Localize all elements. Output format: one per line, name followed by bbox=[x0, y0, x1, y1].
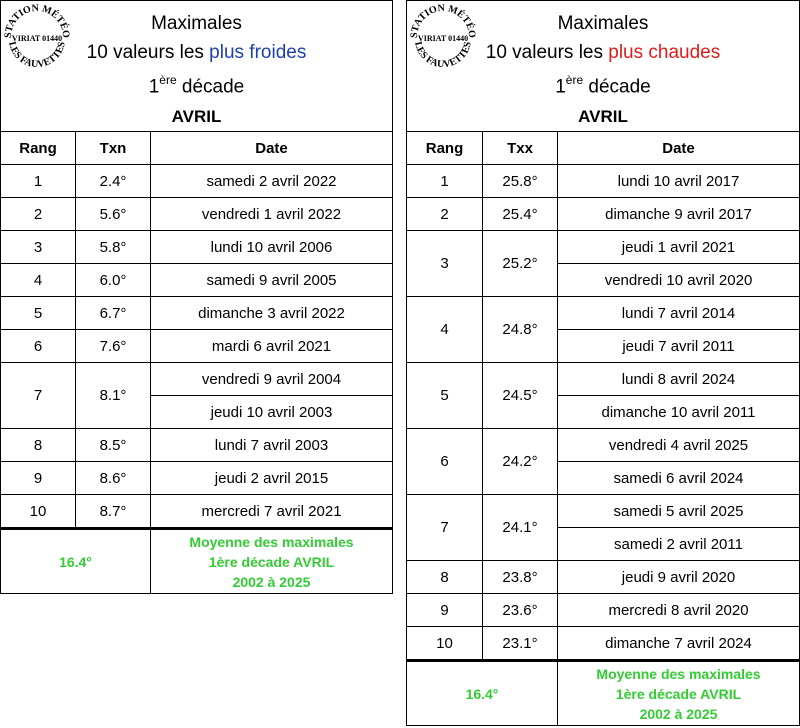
date-cell: lundi 7 avril 2003 bbox=[151, 429, 393, 462]
date-cell: lundi 10 avril 2017 bbox=[558, 165, 800, 198]
hot-decade-suffix: décade bbox=[583, 76, 651, 98]
cold-average-row bbox=[1, 529, 393, 594]
table-row bbox=[407, 165, 800, 198]
hot-title-highlight: plus chaudes bbox=[608, 42, 721, 63]
date-cell: dimanche 10 avril 2011 bbox=[558, 396, 800, 429]
hot-title-line1: Maximales bbox=[557, 13, 649, 34]
cold-title-line2 bbox=[1, 38, 392, 67]
temperature-cell: 2.4° bbox=[76, 165, 151, 198]
date-cell: samedi 6 avril 2024 bbox=[558, 462, 800, 495]
temperature-cell: 23.8° bbox=[483, 561, 558, 594]
hot-average-label bbox=[558, 661, 800, 726]
table-row bbox=[1, 231, 393, 264]
cold-decade-sup: ère bbox=[159, 73, 177, 87]
date-cell: samedi 9 avril 2005 bbox=[151, 264, 393, 297]
date-cell: vendredi 9 avril 2004 bbox=[151, 363, 393, 396]
svg-text:LES FAUVETTES: LES FAUVETTES bbox=[6, 40, 68, 69]
rank-cell: 4 bbox=[407, 297, 483, 363]
temperature-cell: 24.2° bbox=[483, 429, 558, 495]
rank-cell: 10 bbox=[407, 627, 483, 661]
table-row bbox=[407, 594, 800, 627]
table-row bbox=[407, 198, 800, 231]
hot-average-row bbox=[407, 661, 800, 726]
header-txn: Txn bbox=[76, 132, 151, 165]
table-row bbox=[407, 495, 800, 528]
hot-records-panel bbox=[406, 0, 800, 726]
hot-title-prefix: 10 valeurs les bbox=[485, 42, 609, 63]
temperature-cell: 25.8° bbox=[483, 165, 558, 198]
header-date: Date bbox=[151, 132, 393, 165]
date-cell: dimanche 7 avril 2024 bbox=[558, 627, 800, 661]
hot-title-line3 bbox=[407, 67, 799, 101]
rank-cell: 4 bbox=[1, 264, 76, 297]
hot-title-line2 bbox=[407, 38, 799, 67]
rank-cell: 9 bbox=[1, 462, 76, 495]
header-rang: Rang bbox=[1, 132, 76, 165]
rank-cell: 2 bbox=[1, 198, 76, 231]
date-cell: lundi 8 avril 2024 bbox=[558, 363, 800, 396]
svg-text:VIRIAT 01440: VIRIAT 01440 bbox=[417, 34, 469, 43]
table-row bbox=[1, 264, 393, 297]
table-row bbox=[407, 429, 800, 462]
cold-average-value: 16.4° bbox=[1, 529, 151, 594]
date-cell: vendredi 4 avril 2025 bbox=[558, 429, 800, 462]
table-row bbox=[1, 462, 393, 495]
header-date: Date bbox=[558, 132, 800, 165]
cold-records-table bbox=[0, 0, 393, 594]
date-cell: samedi 2 avril 2022 bbox=[151, 165, 393, 198]
rank-cell: 1 bbox=[407, 165, 483, 198]
temperature-cell: 25.4° bbox=[483, 198, 558, 231]
temperature-cell: 25.2° bbox=[483, 231, 558, 297]
svg-text:VIRIAT 01440: VIRIAT 01440 bbox=[11, 34, 63, 43]
rank-cell: 1 bbox=[1, 165, 76, 198]
date-cell: vendredi 10 avril 2020 bbox=[558, 264, 800, 297]
temperature-cell: 24.5° bbox=[483, 363, 558, 429]
rank-cell: 3 bbox=[1, 231, 76, 264]
rank-cell: 5 bbox=[407, 363, 483, 429]
temperature-cell: 8.5° bbox=[76, 429, 151, 462]
cold-decade-num: 1 bbox=[148, 76, 160, 98]
temperature-cell: 8.7° bbox=[76, 495, 151, 529]
svg-text:STATION MÉTÉO: STATION MÉTÉO bbox=[409, 3, 477, 39]
date-cell: lundi 10 avril 2006 bbox=[151, 231, 393, 264]
temperature-cell: 24.8° bbox=[483, 297, 558, 363]
cold-decade-suffix: décade bbox=[176, 76, 245, 98]
cold-records-panel bbox=[0, 0, 393, 594]
cold-header-row bbox=[1, 132, 393, 165]
hot-decade-num: 1 bbox=[555, 76, 566, 98]
date-cell: dimanche 3 avril 2022 bbox=[151, 297, 393, 330]
date-cell: jeudi 7 avril 2011 bbox=[558, 330, 800, 363]
date-cell: mercredi 7 avril 2021 bbox=[151, 495, 393, 529]
table-row bbox=[1, 363, 393, 396]
date-cell: samedi 2 avril 2011 bbox=[558, 528, 800, 561]
temperature-cell: 5.8° bbox=[76, 231, 151, 264]
temperature-cell: 6.0° bbox=[76, 264, 151, 297]
rank-cell: 2 bbox=[407, 198, 483, 231]
cold-average-line2: 1ère décade AVRIL bbox=[208, 553, 335, 570]
temperature-cell: 24.1° bbox=[483, 495, 558, 561]
temperature-cell: 6.7° bbox=[76, 297, 151, 330]
hot-records-table bbox=[406, 0, 800, 726]
rank-cell: 7 bbox=[1, 363, 76, 429]
svg-text:STATION MÉTÉO: STATION MÉTÉO bbox=[3, 3, 71, 39]
date-cell: jeudi 9 avril 2020 bbox=[558, 561, 800, 594]
table-row bbox=[407, 363, 800, 396]
cold-average-line1: Moyenne des maximales bbox=[189, 533, 354, 550]
date-cell: lundi 7 avril 2014 bbox=[558, 297, 800, 330]
hot-average-line3: 2002 à 2025 bbox=[639, 705, 718, 722]
table-row bbox=[407, 231, 800, 264]
table-row bbox=[407, 627, 800, 661]
hot-decade-sup: ère bbox=[565, 73, 584, 87]
date-cell: jeudi 1 avril 2021 bbox=[558, 231, 800, 264]
date-cell: mardi 6 avril 2021 bbox=[151, 330, 393, 363]
table-row bbox=[1, 495, 393, 529]
hot-title-text bbox=[407, 9, 799, 101]
rank-cell: 6 bbox=[1, 330, 76, 363]
cold-month-label: AVRIL bbox=[171, 107, 222, 126]
rank-cell: 5 bbox=[1, 297, 76, 330]
hot-average-value: 16.4° bbox=[407, 661, 558, 726]
cold-title-block bbox=[1, 1, 393, 132]
hot-average-line1: Moyenne des maximales bbox=[596, 665, 761, 682]
cold-title-highlight: plus froides bbox=[209, 42, 307, 63]
rank-cell: 7 bbox=[407, 495, 483, 561]
rank-cell: 8 bbox=[407, 561, 483, 594]
header-rang: Rang bbox=[407, 132, 483, 165]
cold-title-prefix: 10 valeurs les bbox=[86, 42, 210, 63]
date-cell: vendredi 1 avril 2022 bbox=[151, 198, 393, 231]
hot-average-line2: 1ère décade AVRIL bbox=[615, 685, 742, 702]
cold-average-line3: 2002 à 2025 bbox=[232, 573, 311, 590]
cold-title-text bbox=[1, 9, 392, 101]
header-txx: Txx bbox=[483, 132, 558, 165]
temperature-cell: 7.6° bbox=[76, 330, 151, 363]
temperature-cell: 8.1° bbox=[76, 363, 151, 429]
hot-month-label: AVRIL bbox=[578, 107, 628, 126]
date-cell: jeudi 2 avril 2015 bbox=[151, 462, 393, 495]
date-cell: mercredi 8 avril 2020 bbox=[558, 594, 800, 627]
rank-cell: 6 bbox=[407, 429, 483, 495]
table-row bbox=[407, 561, 800, 594]
cold-average-label bbox=[151, 529, 393, 594]
cold-title-line1: Maximales bbox=[151, 13, 242, 34]
temperature-cell: 23.1° bbox=[483, 627, 558, 661]
date-cell: samedi 5 avril 2025 bbox=[558, 495, 800, 528]
date-cell: jeudi 10 avril 2003 bbox=[151, 396, 393, 429]
svg-text:LES FAUVETTES: LES FAUVETTES bbox=[412, 40, 474, 69]
date-cell: dimanche 9 avril 2017 bbox=[558, 198, 800, 231]
rank-cell: 8 bbox=[1, 429, 76, 462]
rank-cell: 3 bbox=[407, 231, 483, 297]
cold-title-line3 bbox=[1, 67, 392, 101]
table-row bbox=[1, 330, 393, 363]
temperature-cell: 5.6° bbox=[76, 198, 151, 231]
rank-cell: 10 bbox=[1, 495, 76, 529]
rank-cell: 9 bbox=[407, 594, 483, 627]
table-row bbox=[1, 429, 393, 462]
hot-title-block bbox=[407, 1, 800, 132]
table-row bbox=[1, 198, 393, 231]
hot-header-row bbox=[407, 132, 800, 165]
temperature-cell: 8.6° bbox=[76, 462, 151, 495]
temperature-cell: 23.6° bbox=[483, 594, 558, 627]
table-row bbox=[1, 165, 393, 198]
table-row bbox=[407, 297, 800, 330]
table-row bbox=[1, 297, 393, 330]
